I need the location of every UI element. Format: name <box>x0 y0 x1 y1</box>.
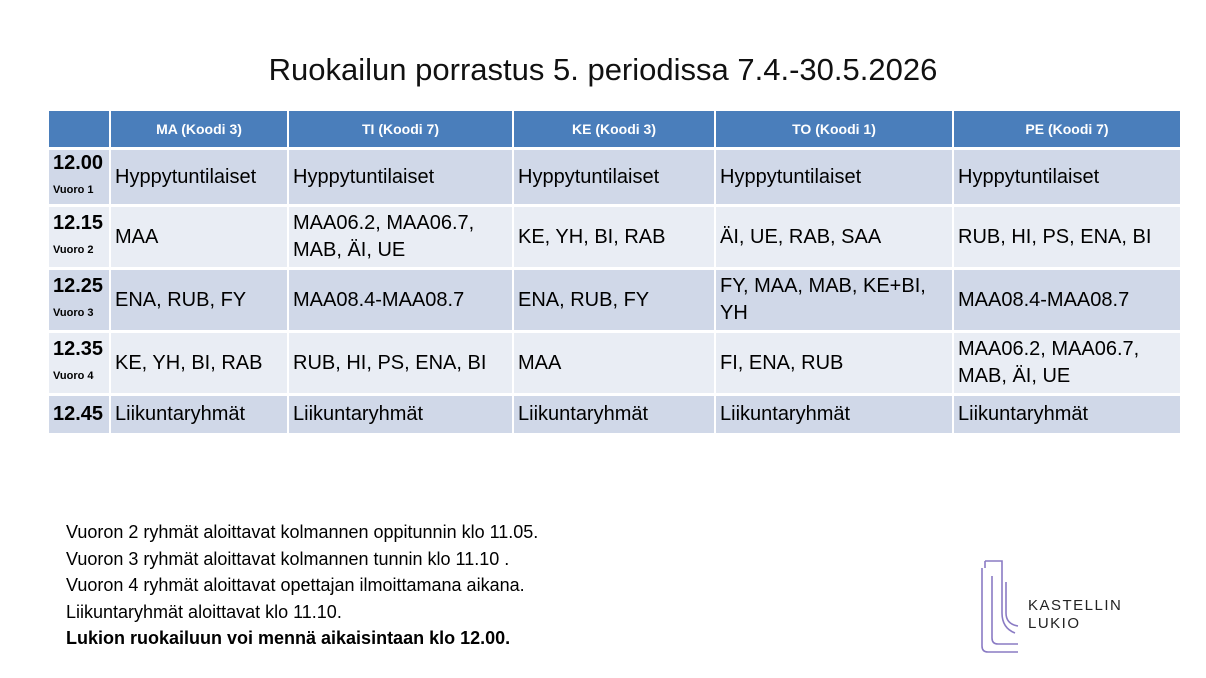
page-title: Ruokailun porrastus 5. periodissa 7.4.-30.5.2026 <box>268 52 938 87</box>
header-cell-to: TO (Koodi 1) <box>716 111 952 147</box>
logo-line-2: LUKIO <box>1028 615 1081 632</box>
table-cell: MAA08.4-MAA08.7 <box>289 270 512 330</box>
table-cell: KE, YH, BI, RAB <box>111 333 287 393</box>
table-row <box>49 396 1180 433</box>
time-cell <box>49 396 109 433</box>
table-cell: Liikuntaryhmät <box>111 396 287 433</box>
table-row <box>49 270 1180 330</box>
lunch-schedule-table <box>47 108 1182 436</box>
table-row <box>49 150 1180 204</box>
vuoro-label: Vuoro 4 <box>53 370 94 382</box>
table-cell: RUB, HI, PS, ENA, BI <box>289 333 512 393</box>
note-line: Vuoron 3 ryhmät aloittavat kolmannen tunnin klo 11.10 . <box>66 548 510 569</box>
table-cell: Hyppytuntilaiset <box>514 150 714 204</box>
table-cell: Liikuntaryhmät <box>716 396 952 433</box>
vuoro-label: Vuoro 2 <box>53 244 94 256</box>
time-cell <box>49 270 109 330</box>
bold-note: Lukion ruokailuun voi mennä aikaisintaan klo 12.00. <box>66 628 511 648</box>
table-cell: Hyppytuntilaiset <box>954 150 1180 204</box>
table-cell: FY, MAA, MAB, KE+BI, YH <box>716 270 952 330</box>
table-cell: ENA, RUB, FY <box>514 270 714 330</box>
vuoro-label: Vuoro 3 <box>53 307 94 319</box>
header-cell-ke: KE (Koodi 3) <box>514 111 714 147</box>
header-cell-corner <box>49 111 109 147</box>
time-label: 12.15 <box>53 212 104 234</box>
table-cell: Hyppytuntilaiset <box>111 150 287 204</box>
time-cell <box>49 150 109 204</box>
table-cell: MAA <box>111 207 287 267</box>
table-row <box>49 333 1180 393</box>
header-cell-ti: TI (Koodi 7) <box>289 111 512 147</box>
table-cell: MAA <box>514 333 714 393</box>
time-label: 12.00 <box>53 152 104 174</box>
time-label: 12.45 <box>53 403 104 425</box>
note-line: Vuoron 4 ryhmät aloittavat opettajan ilmoittamana aikana. <box>66 575 525 595</box>
table-cell: Hyppytuntilaiset <box>716 150 952 204</box>
table-cell: Liikuntaryhmät <box>514 396 714 433</box>
note-line: Vuoron 2 ryhmät aloittavat kolmannen oppitunnin klo 11.05. <box>66 522 539 542</box>
table-cell: Hyppytuntilaiset <box>289 150 512 204</box>
time-label: 12.35 <box>53 338 104 360</box>
table-cell: ÄI, UE, RAB, SAA <box>716 207 952 267</box>
table-cell: Liikuntaryhmät <box>289 396 512 433</box>
table-cell: KE, YH, BI, RAB <box>514 207 714 267</box>
table-cell: ENA, RUB, FY <box>111 270 287 330</box>
table-header-row <box>49 111 1180 147</box>
table-row <box>49 207 1180 267</box>
table-cell: Liikuntaryhmät <box>954 396 1180 433</box>
time-cell <box>49 333 109 393</box>
header-cell-ma: MA (Koodi 3) <box>111 111 287 147</box>
table-cell: MAA06.2, MAA06.7, MAB, ÄI, UE <box>954 333 1180 393</box>
vuoro-label: Vuoro 1 <box>53 184 94 196</box>
table-cell: RUB, HI, PS, ENA, BI <box>954 207 1180 267</box>
time-label: 12.25 <box>53 275 104 297</box>
time-cell <box>49 207 109 267</box>
logo-line-1: KASTELLIN <box>1028 597 1123 614</box>
table-cell: MAA06.2, MAA06.7, MAB, ÄI, UE <box>289 207 512 267</box>
notes-block <box>66 519 538 652</box>
logo-text <box>1028 597 1122 633</box>
table-cell: FI, ENA, RUB <box>716 333 952 393</box>
table-cell: MAA08.4-MAA08.7 <box>954 270 1180 330</box>
note-line: Liikuntaryhmät aloittavat klo 11.10. <box>66 601 342 622</box>
header-cell-pe: PE (Koodi 7) <box>954 111 1180 147</box>
